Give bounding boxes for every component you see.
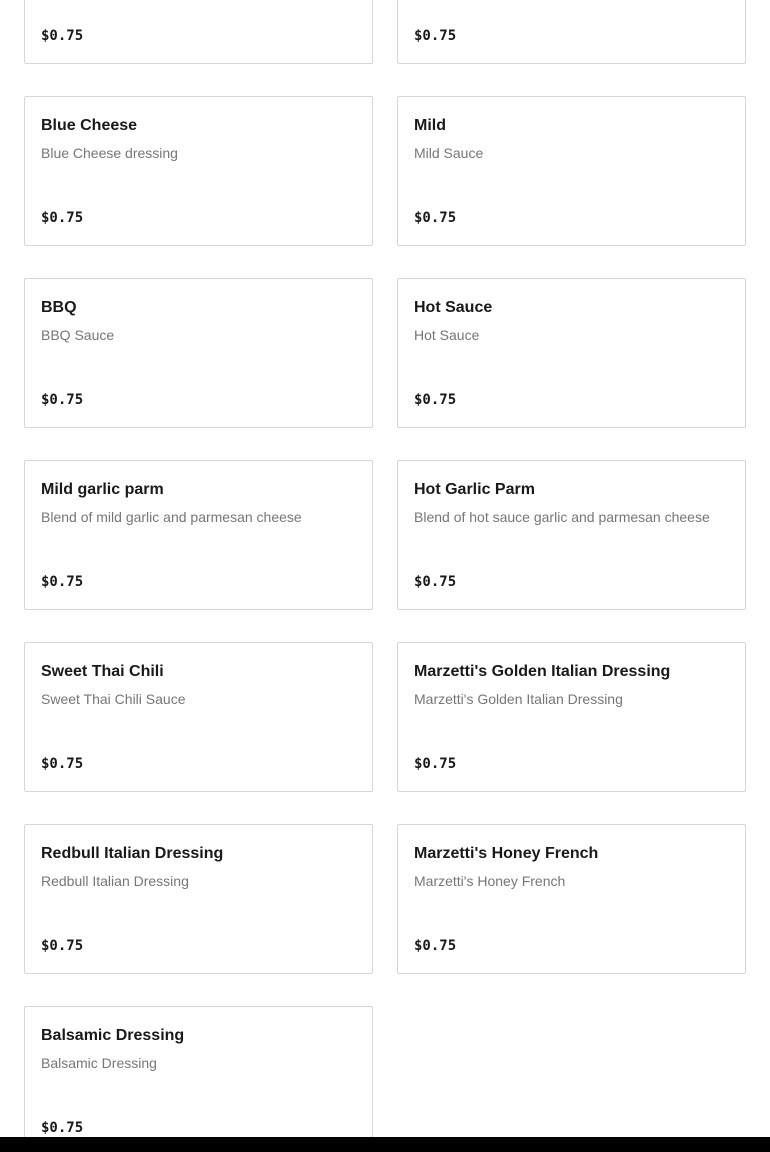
menu-item-price: $0.75 [41,28,84,44]
menu-item-name: Blue Cheese [41,117,138,134]
menu-item-price: $0.75 [414,28,457,44]
menu-item-name: Hot Garlic Parm [414,481,535,498]
menu-item-card[interactable] [24,0,373,64]
menu-item-card-balsamic[interactable] [24,1006,373,1152]
menu-item-price: $0.75 [41,392,84,408]
menu-item-card-mild-garlic-parm[interactable] [24,460,373,610]
menu-item-name: Sweet Thai Chili [41,663,164,680]
menu-item-name: Marzetti's Golden Italian Dressing [414,663,671,680]
menu-item-name: BBQ [41,299,77,316]
menu-item-card-redbull-italian[interactable] [24,824,373,974]
menu-item-description: Blue Cheese dressing [41,145,178,161]
menu-item-name: Mild [414,117,446,134]
menu-item-card[interactable] [397,0,746,64]
menu-item-name: Balsamic Dressing [41,1027,185,1044]
menu-item-description: Mild Sauce [414,145,484,161]
bottom-bar [0,1137,770,1152]
menu-item-price: $0.75 [414,756,457,772]
menu-item-price: $0.75 [414,574,457,590]
menu-item-description: Balsamic Dressing [41,1055,157,1071]
menu-item-card-hot-sauce[interactable] [397,278,746,428]
menu-item-name: Marzetti's Honey French [414,845,599,862]
menu-item-price: $0.75 [414,392,457,408]
menu-item-price: $0.75 [41,756,84,772]
menu-item-description: Blend of mild garlic and parmesan cheese [41,509,302,525]
menu-item-card-mild[interactable] [397,96,746,246]
menu-item-description: Marzetti's Golden Italian Dressing [414,691,623,707]
menu-item-card-bbq[interactable] [24,278,373,428]
menu-item-card-sweet-thai-chili[interactable] [24,642,373,792]
menu-item-name: Redbull Italian Dressing [41,845,224,862]
menu-item-price: $0.75 [41,210,84,226]
menu-item-price: $0.75 [41,574,84,590]
menu-item-price: $0.75 [41,1120,84,1136]
menu-item-description: BBQ Sauce [41,327,115,343]
menu-item-price: $0.75 [414,210,457,226]
menu-item-name: Hot Sauce [414,299,493,316]
menu-item-card-golden-italian[interactable] [397,642,746,792]
menu-item-description: Sweet Thai Chili Sauce [41,691,186,707]
menu-item-card-blue-cheese[interactable] [24,96,373,246]
menu-item-price: $0.75 [41,938,84,954]
menu-item-description: Redbull Italian Dressing [41,873,189,889]
menu-item-description: Marzetti's Honey French [414,873,566,889]
menu-item-price: $0.75 [414,938,457,954]
menu-item-grid [24,0,746,1152]
menu-item-description: Hot Sauce [414,327,480,343]
menu-item-description: Blend of hot sauce garlic and parmesan cheese [414,509,710,525]
menu-item-card-honey-french[interactable] [397,824,746,974]
menu-item-name: Mild garlic parm [41,481,164,498]
menu-item-card-hot-garlic-parm[interactable] [397,460,746,610]
